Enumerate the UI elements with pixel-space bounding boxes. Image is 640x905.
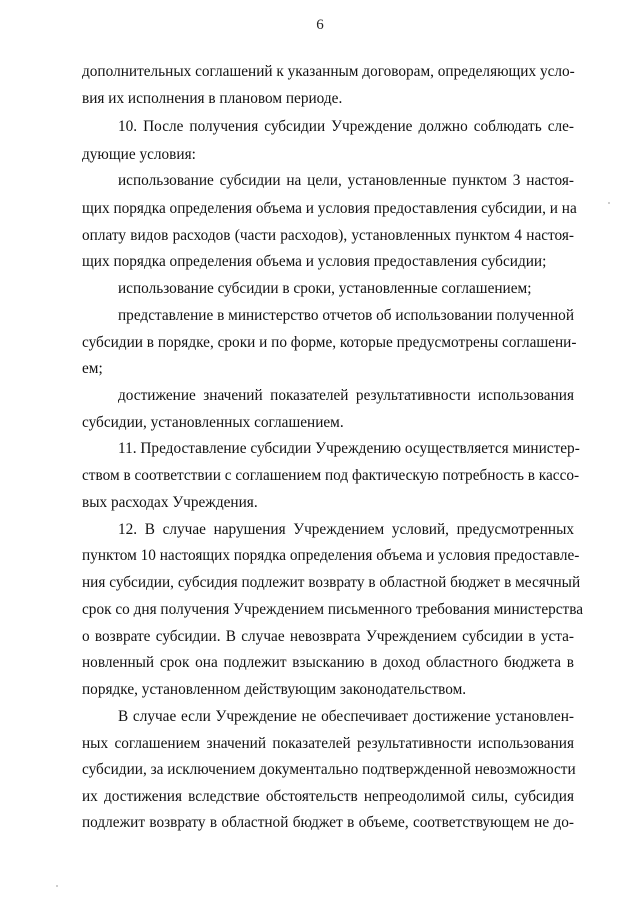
- text-line: ния субсидии, субсидия подлежит возврату в областной бюджет в месячный: [82, 574, 581, 591]
- text-line: представление в министерство отчетов об использовании полученной: [118, 307, 575, 324]
- text-line: щих порядка определения объема и условия предоставления субсидии;: [82, 253, 547, 270]
- text-line: вых расходах Учреждения.: [82, 494, 258, 511]
- scan-speck: [56, 885, 58, 887]
- text-line: ем;: [82, 360, 103, 377]
- text-line: 12. В случае нарушения Учреждением условий, предусмотренных: [118, 521, 574, 538]
- text-line: субсидии, установленных соглашением.: [82, 414, 344, 431]
- text-line: использование субсидии на цели, установленные пунктом 3 настоя-: [118, 172, 574, 189]
- text-line: новленный срок она подлежит взысканию в доход областного бюджета в: [82, 654, 574, 671]
- scan-speck: [608, 202, 610, 204]
- text-line: дополнительных соглашений к указанным договорам, определяющих усло-: [82, 63, 575, 80]
- text-line: оплату видов расходов (части расходов), установленных пунктом 4 настоя-: [82, 227, 574, 244]
- text-line: ством в соответствии с соглашением под фактическую потребность в кассо-: [82, 467, 580, 484]
- text-line: подлежит возврату в областной бюджет в объеме, соответствующем не до-: [82, 814, 574, 831]
- text-line: субсидии в порядке, сроки и по форме, которые предусмотрены соглашени-: [82, 334, 577, 351]
- text-line: пунктом 10 настоящих порядка определения объема и условия предоставле-: [82, 547, 580, 564]
- text-line: вия их исполнения в плановом периоде.: [82, 90, 343, 107]
- text-line: срок со дня получения Учреждением письменного требования министерства: [82, 601, 584, 618]
- text-line: субсидии, за исключением документально подтвержденной невозможности: [82, 761, 576, 778]
- text-line: использование субсидии в сроки, установленные соглашением;: [118, 280, 532, 297]
- text-line: порядке, установленном действующим законодательством.: [82, 681, 467, 698]
- text-line: дующие условия:: [82, 146, 196, 163]
- text-line: о возврате субсидии. В случае невозврата Учреждением субсидии в уста-: [82, 628, 574, 645]
- text-line: В случае если Учреждение не обеспечивает достижение установлен-: [118, 708, 574, 725]
- page-number: 6: [316, 17, 324, 33]
- text-line: 10. После получения субсидии Учреждение должно соблюдать сле-: [118, 118, 574, 135]
- text-line: их достижения вследствие обстоятельств непреодолимой силы, субсидия: [82, 788, 574, 805]
- text-line: щих порядка определения объема и условия предоставления субсидии, и на: [82, 200, 577, 217]
- text-line: ных соглашением значений показателей результативности использования: [82, 735, 574, 752]
- text-line: 11. Предоставление субсидии Учреждению осуществляется министер-: [118, 440, 580, 457]
- text-line: достижение значений показателей результативности использования: [118, 387, 574, 404]
